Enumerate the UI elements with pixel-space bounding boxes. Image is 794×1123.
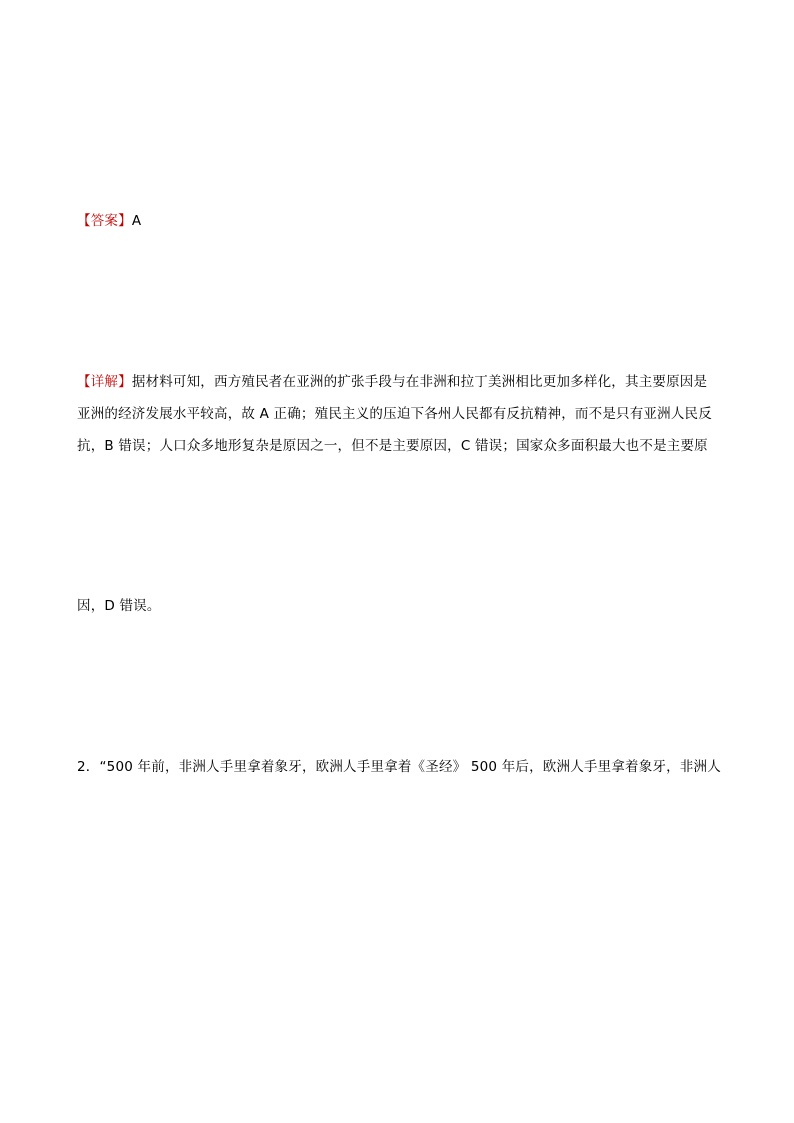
question-text: 2．“500 年前，非洲人手里拿着象牙，欧洲人手里拿着《圣经》 500 年后，欧洲人手里拿着象牙，非洲人 bbox=[77, 759, 721, 775]
answer-value: A bbox=[131, 213, 142, 229]
detail-line-3 bbox=[77, 438, 708, 454]
answer-tag: 【答案】 bbox=[77, 213, 132, 229]
detail-line-2 bbox=[77, 406, 712, 422]
detail-text-1: 据材料可知，西方殖民者在亚洲的扩张手段与在非洲和拉丁美洲相比更加多样化，其主要原因是 bbox=[131, 374, 708, 390]
detail-text-4: 因，D 错误。 bbox=[77, 598, 161, 614]
detail-text-3: 抗，B 错误；人口众多地形复杂是原因之一，但不是主要原因，C 错误；国家众多面积最大也不是主要原 bbox=[77, 438, 708, 454]
question-line bbox=[77, 759, 721, 775]
answer-line bbox=[77, 213, 141, 229]
detail-line-4 bbox=[77, 598, 161, 614]
detail-text-2: 亚洲的经济发展水平较高，故 A 正确；殖民主义的压迫下各州人民都有反抗精神，而不是只有亚洲人民反 bbox=[77, 406, 712, 422]
detail-line-1 bbox=[77, 374, 707, 390]
detail-tag: 【详解】 bbox=[77, 374, 132, 390]
